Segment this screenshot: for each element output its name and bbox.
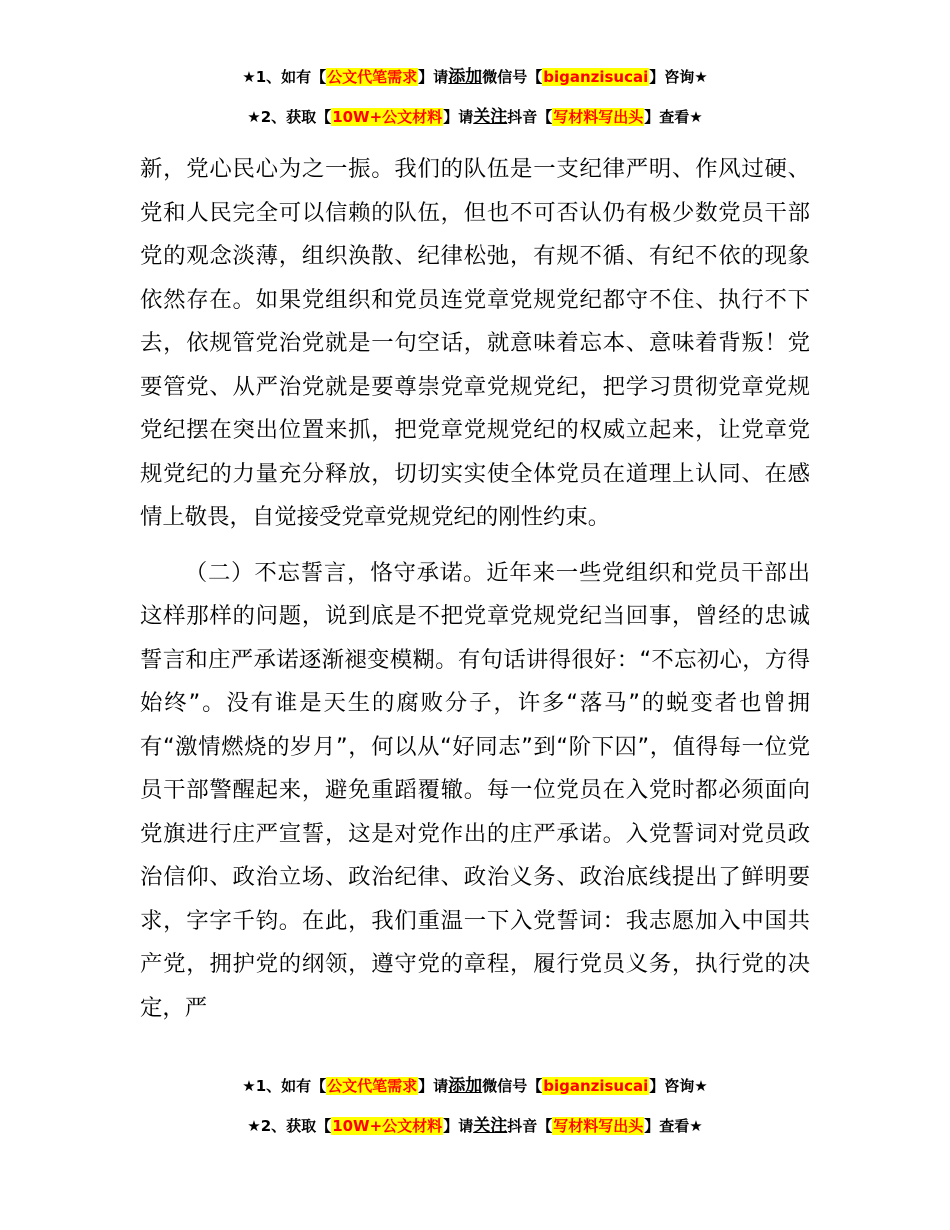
banner-text: ★2、获取【 bbox=[247, 108, 332, 126]
header-banner-line-1 bbox=[0, 66, 950, 88]
highlight-materials: 10W+公文材料 bbox=[332, 1117, 443, 1135]
banner-text: 】请 bbox=[418, 1077, 449, 1095]
banner-text: 】查看★ bbox=[644, 1117, 703, 1135]
footer-banner-line-1 bbox=[0, 1075, 950, 1097]
banner-text: 抖音【 bbox=[507, 1117, 553, 1135]
emphasis-add: 添加 bbox=[448, 67, 483, 87]
highlight-douyin-account: 写材料写出头 bbox=[553, 108, 644, 126]
banner-text: 】请 bbox=[443, 1117, 474, 1135]
document-body bbox=[140, 148, 810, 1030]
highlight-service: 公文代笔需求 bbox=[327, 1077, 418, 1095]
banner-text: 】咨询★ bbox=[649, 1077, 708, 1095]
highlight-materials: 10W+公文材料 bbox=[332, 108, 443, 126]
banner-text: ★2、获取【 bbox=[247, 1117, 332, 1135]
header-banner-line-2 bbox=[0, 106, 950, 128]
banner-text: 微信号【 bbox=[482, 1077, 543, 1095]
highlight-wechat-id: biganzisucai bbox=[543, 68, 649, 86]
footer-banner-line-2 bbox=[0, 1115, 950, 1137]
highlight-service: 公文代笔需求 bbox=[327, 68, 418, 86]
banner-text: 抖音【 bbox=[507, 108, 553, 126]
highlight-douyin-account: 写材料写出头 bbox=[553, 1117, 644, 1135]
banner-text: ★1、如有【 bbox=[242, 1077, 327, 1095]
banner-text: 】请 bbox=[443, 108, 474, 126]
banner-text: 】查看★ bbox=[644, 108, 703, 126]
highlight-wechat-id: biganzisucai bbox=[543, 1077, 649, 1095]
banner-text: 】咨询★ bbox=[649, 68, 708, 86]
banner-text: 】请 bbox=[418, 68, 449, 86]
paragraph-2: （二）不忘誓言，恪守承诺。近年来一些党组织和党员干部出这样那样的问题，说到底是不把党章党规党纪当回事，曾经的忠诚誓言和庄严承诺逐渐褪变模糊。有句话讲得很好：“不忘初心，方得始终”。没有谁是天生的腐败分子，许多“落马”的蜕变者也曾拥有“激情燃烧的岁月”，何以从“好同志”到“阶下囚”，值得每一位党员干部警醒起来，避免重蹈覆辙。每一位党员在入党时都必须面向党旗进行庄严宣誓，这是对党作出的庄严承诺。入党誓词对党员政治信仰、政治立场、政治纪律、政治义务、政治底线提出了鲜明要求，字字千钧。在此，我们重温一下入党誓词：我志愿加入中国共产党，拥护党的纲领，遵守党的章程，履行党员义务，执行党的决定，严 bbox=[140, 559, 810, 1021]
banner-text: ★1、如有【 bbox=[242, 68, 327, 86]
emphasis-add: 添加 bbox=[448, 1076, 483, 1096]
emphasis-follow: 关注 bbox=[473, 1116, 508, 1136]
paragraph-1: 新，党心民心为之一振。我们的队伍是一支纪律严明、作风过硬、党和人民完全可以信赖的队伍，但也不可否认仍有极少数党员干部党的观念淡薄，组织涣散、纪律松弛，有规不循、有纪不依的现象依然存在。如果党组织和党员连党章党规党纪都守不住、执行不下去，依规管党治党就是一句空话，就意味着忘本、意味着背叛！党要管党、从严治党就是要尊崇党章党规党纪，把学习贯彻党章党规党纪摆在突出位置来抓，把党章党规党纪的权威立起来，让党章党规党纪的力量充分释放，切切实实使全体党员在道理上认同、在感情上敬畏，自觉接受党章党规党纪的刚性约束。 bbox=[140, 156, 810, 530]
banner-text: 微信号【 bbox=[482, 68, 543, 86]
emphasis-follow: 关注 bbox=[473, 107, 508, 127]
